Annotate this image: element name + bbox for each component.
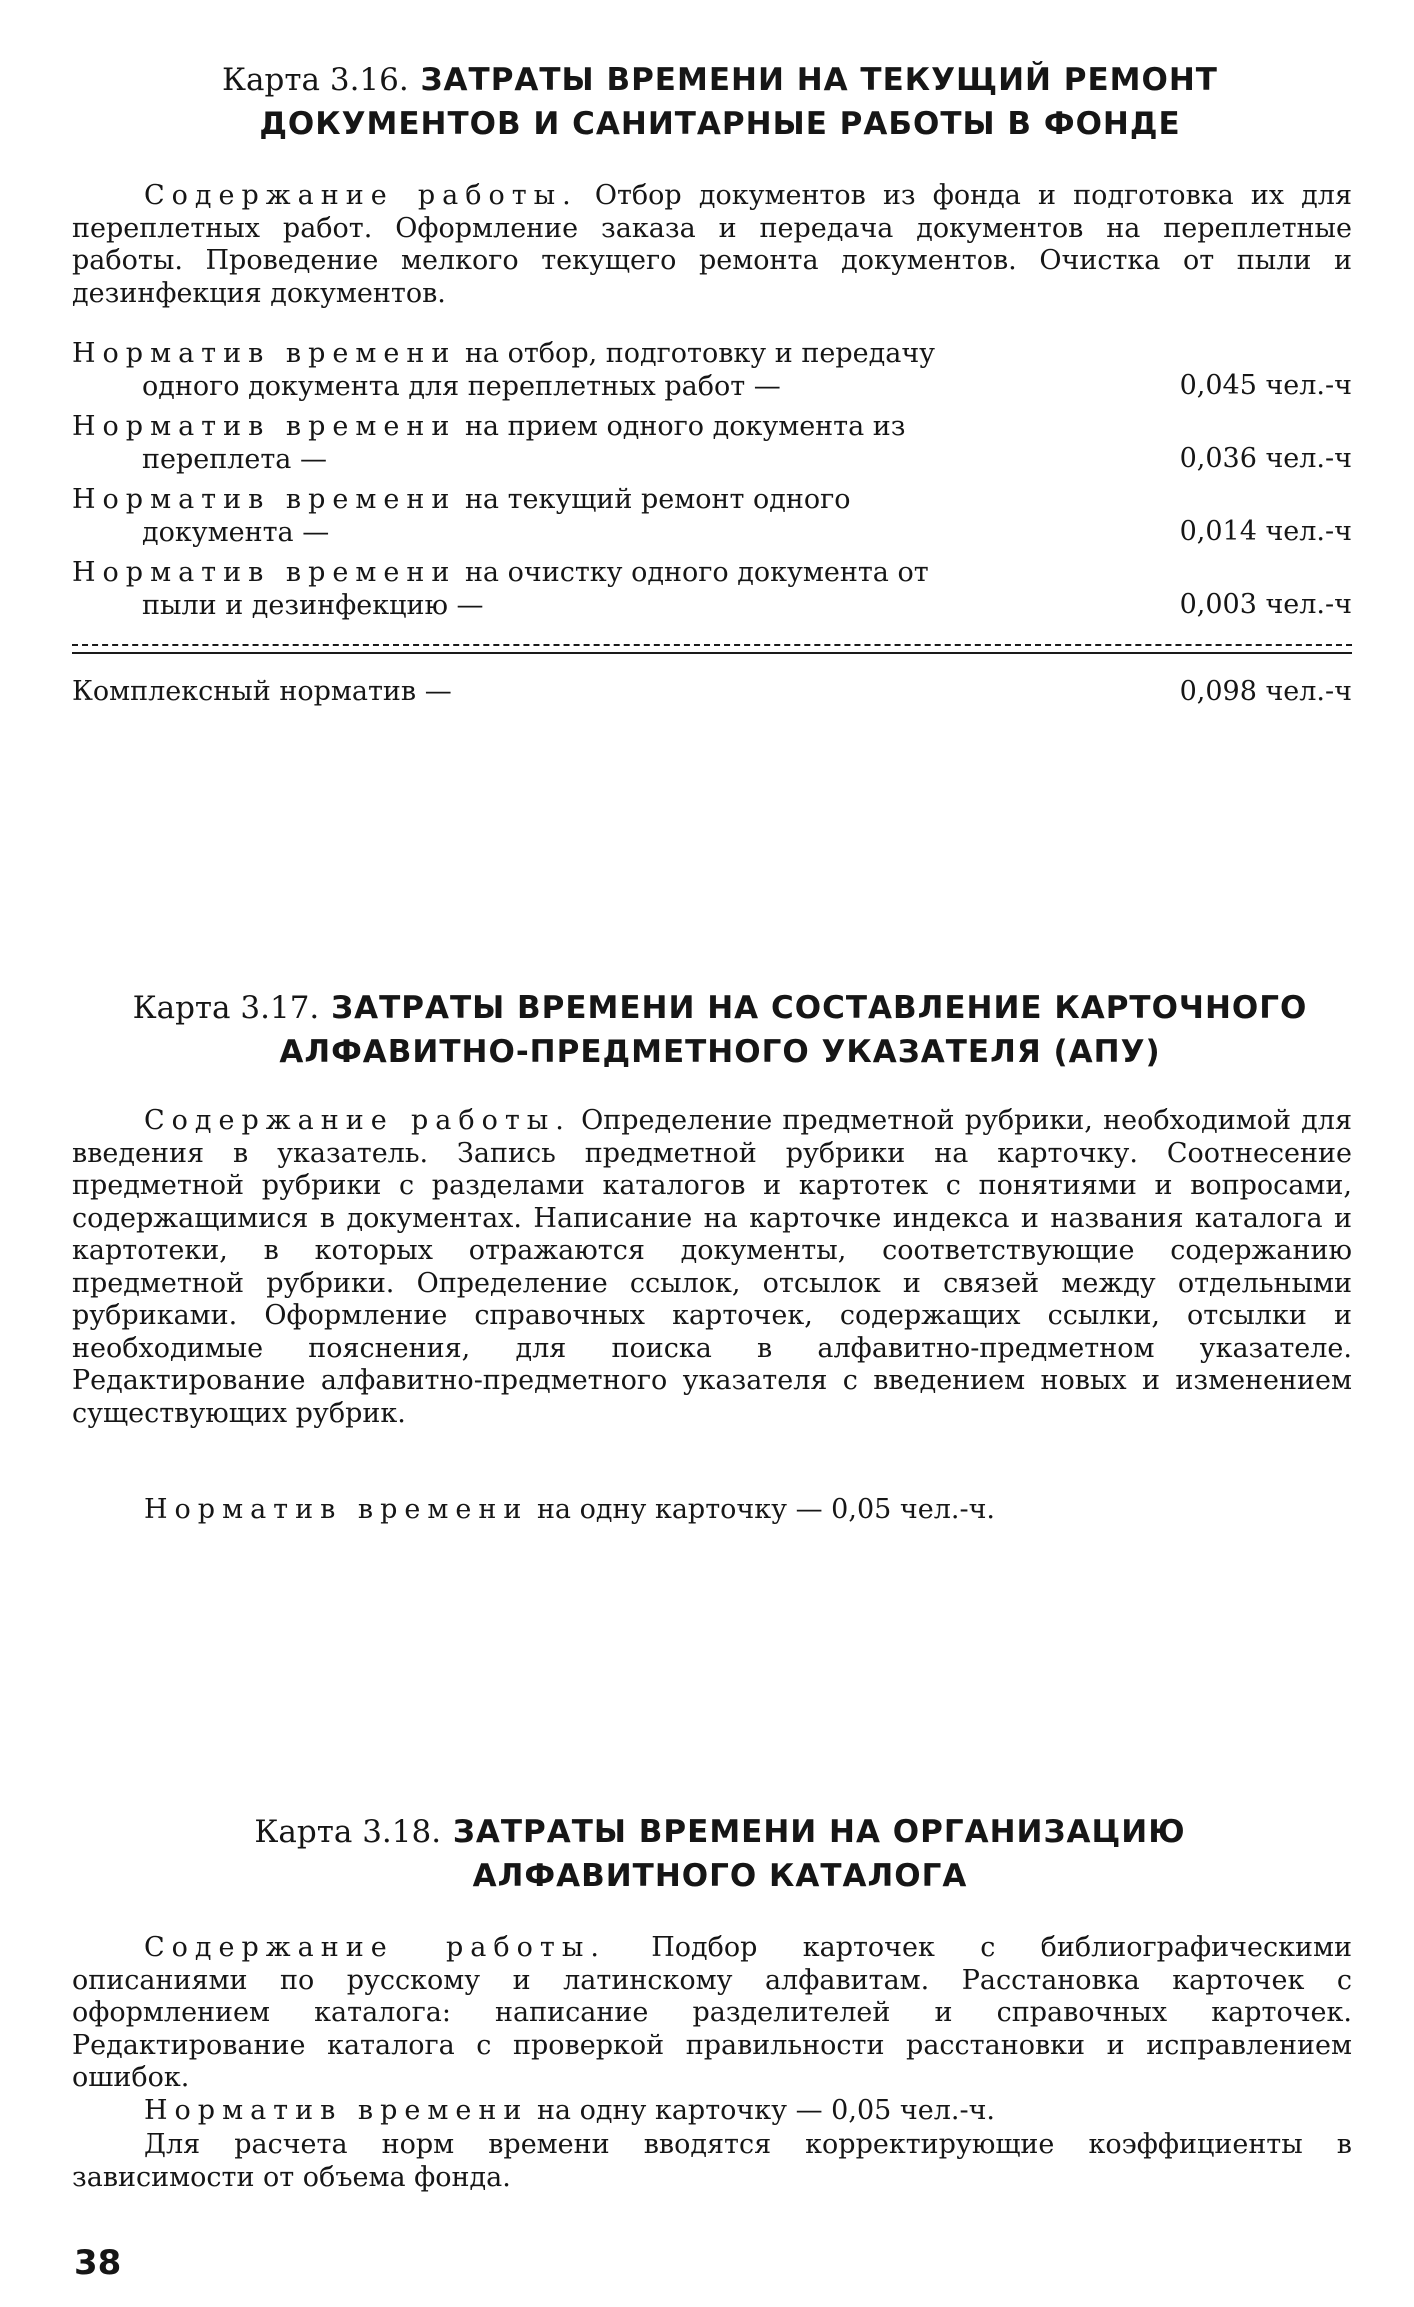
norm-text-line2: документа —: [142, 516, 330, 548]
card-316-number: Карта 3.16.: [222, 62, 409, 98]
norm-value: 0,003 чел.-ч: [1179, 589, 1352, 620]
card-318-note: Для расчета норм времени вводятся корректирующие коэффициенты в зависимости от объема фонда.: [72, 2129, 1352, 2193]
solid-divider: [72, 652, 1352, 654]
norm-text-line1: на текущий ремонт одного: [464, 484, 851, 515]
card-316-content: [72, 180, 1352, 310]
norm-value: 0,036 чел.-ч: [1179, 443, 1352, 474]
card-317-content: [72, 1105, 1352, 1430]
norm-text-line2: пыли и дезинфекцию —: [142, 589, 484, 621]
card-316-title-line1: ЗАТРАТЫ ВРЕМЕНИ НА ТЕКУЩИЙ РЕМОНТ: [420, 62, 1218, 98]
norm-text-line1: на очистку одного документа от: [464, 557, 929, 588]
card-318-norm-text: на одну карточку — 0,05 чел.-ч.: [536, 2095, 996, 2126]
card-317-title: [90, 986, 1350, 1074]
card-317-norm: [72, 1494, 1352, 1527]
card-317-title-line2: АЛФАВИТНО-ПРЕДМЕТНОГО УКАЗАТЕЛЯ (АПУ): [279, 1034, 1161, 1070]
norm-text-line1: на отбор, подготовку и передачу: [464, 338, 936, 369]
norm-text-line1: на прием одного документа из: [464, 411, 906, 442]
card-317-norm-text: на одну карточку — 0,05 чел.-ч.: [536, 1494, 996, 1525]
norm-label: Норматив времени: [72, 557, 457, 588]
card-316-title-line2: ДОКУМЕНТОВ И САНИТАРНЫЕ РАБОТЫ В ФОНДЕ: [259, 106, 1181, 142]
card-316-content-label: Содержание работы.: [144, 180, 578, 211]
norm-label: Норматив времени: [72, 411, 457, 442]
norm-text-line2: одного документа для переплетных работ —: [142, 370, 781, 402]
card-318-title-line2: АЛФАВИТНОГО КАТАЛОГА: [472, 1858, 968, 1894]
card-318-content: [72, 1932, 1352, 2095]
norm-row-reception: [72, 411, 1352, 477]
card-318-content-text: Подбор карточек с библиографическими описаниями по русскому и латинскому алфавитам. Расстановка карточек с оформлением каталога: написание разделителей и справочных карточек. Редактирование каталога с проверкой правильности расстановки и исправлением ошибок.: [72, 1932, 1352, 2093]
complex-norm-row: [72, 676, 1352, 710]
norm-row-repair: [72, 484, 1352, 550]
norm-value: 0,045 чел.-ч: [1179, 370, 1352, 401]
norm-row-selection: [72, 338, 1352, 404]
card-316-content-text: Отбор документов из фонда и подготовка их для переплетных работ. Оформление заказа и передача документов на переплетные работы. Проведение мелкого текущего ремонта документов. Очистка от пыли и дезинфекция документов.: [72, 180, 1352, 309]
complex-norm-label: Комплексный норматив —: [72, 676, 452, 707]
card-317-content-text: Определение предметной рубрики, необходимой для введения в указатель. Запись предметной рубрики на карточку. Соотнесение предметной рубрики с разделами каталогов и картотек с понятиями и вопросами, содержащимися в документах. Написание на карточке индекса и названия каталога и картотеки, в которых отражаются документы, соответствующие содержанию предметной рубрики. Определение ссылок, отсылок и связей между отдельными рубриками. Оформление справочных карточек, содержащих ссылки, отсылки и необходимые пояснения, для поиска в алфавитно-предметном указателе. Редактирование алфавитно-предметного указателя с введением новых и изменением существующих рубрик.: [72, 1105, 1352, 1429]
card-318-title-line1: ЗАТРАТЫ ВРЕМЕНИ НА ОРГАНИЗАЦИЮ: [452, 1814, 1186, 1850]
complex-norm-value: 0,098 чел.-ч: [1179, 676, 1352, 707]
card-318-title: [90, 1810, 1350, 1898]
card-316-title: [90, 58, 1350, 146]
norm-label: Норматив времени: [72, 338, 457, 369]
norm-row-cleaning: [72, 557, 1352, 623]
page-number: 38: [74, 2243, 122, 2283]
card-317-title-line1: ЗАТРАТЫ ВРЕМЕНИ НА СОСТАВЛЕНИЕ КАРТОЧНОГО: [331, 990, 1308, 1026]
card-318-norm: [72, 2095, 1352, 2128]
card-318-number: Карта 3.18.: [254, 1814, 442, 1850]
card-317-content-label: Содержание работы.: [144, 1105, 571, 1136]
card-317-number: Карта 3.17.: [132, 990, 320, 1026]
card-317-norm-label: Норматив времени: [144, 1494, 529, 1525]
norm-label: Норматив времени: [72, 484, 457, 515]
norm-text-line2: переплета —: [142, 443, 327, 475]
card-318-content-label: Содержание работы.: [144, 1932, 606, 1963]
norm-value: 0,014 чел.-ч: [1179, 516, 1352, 547]
card-318-norm-label: Норматив времени: [144, 2095, 529, 2126]
dashed-divider: [72, 644, 1352, 646]
